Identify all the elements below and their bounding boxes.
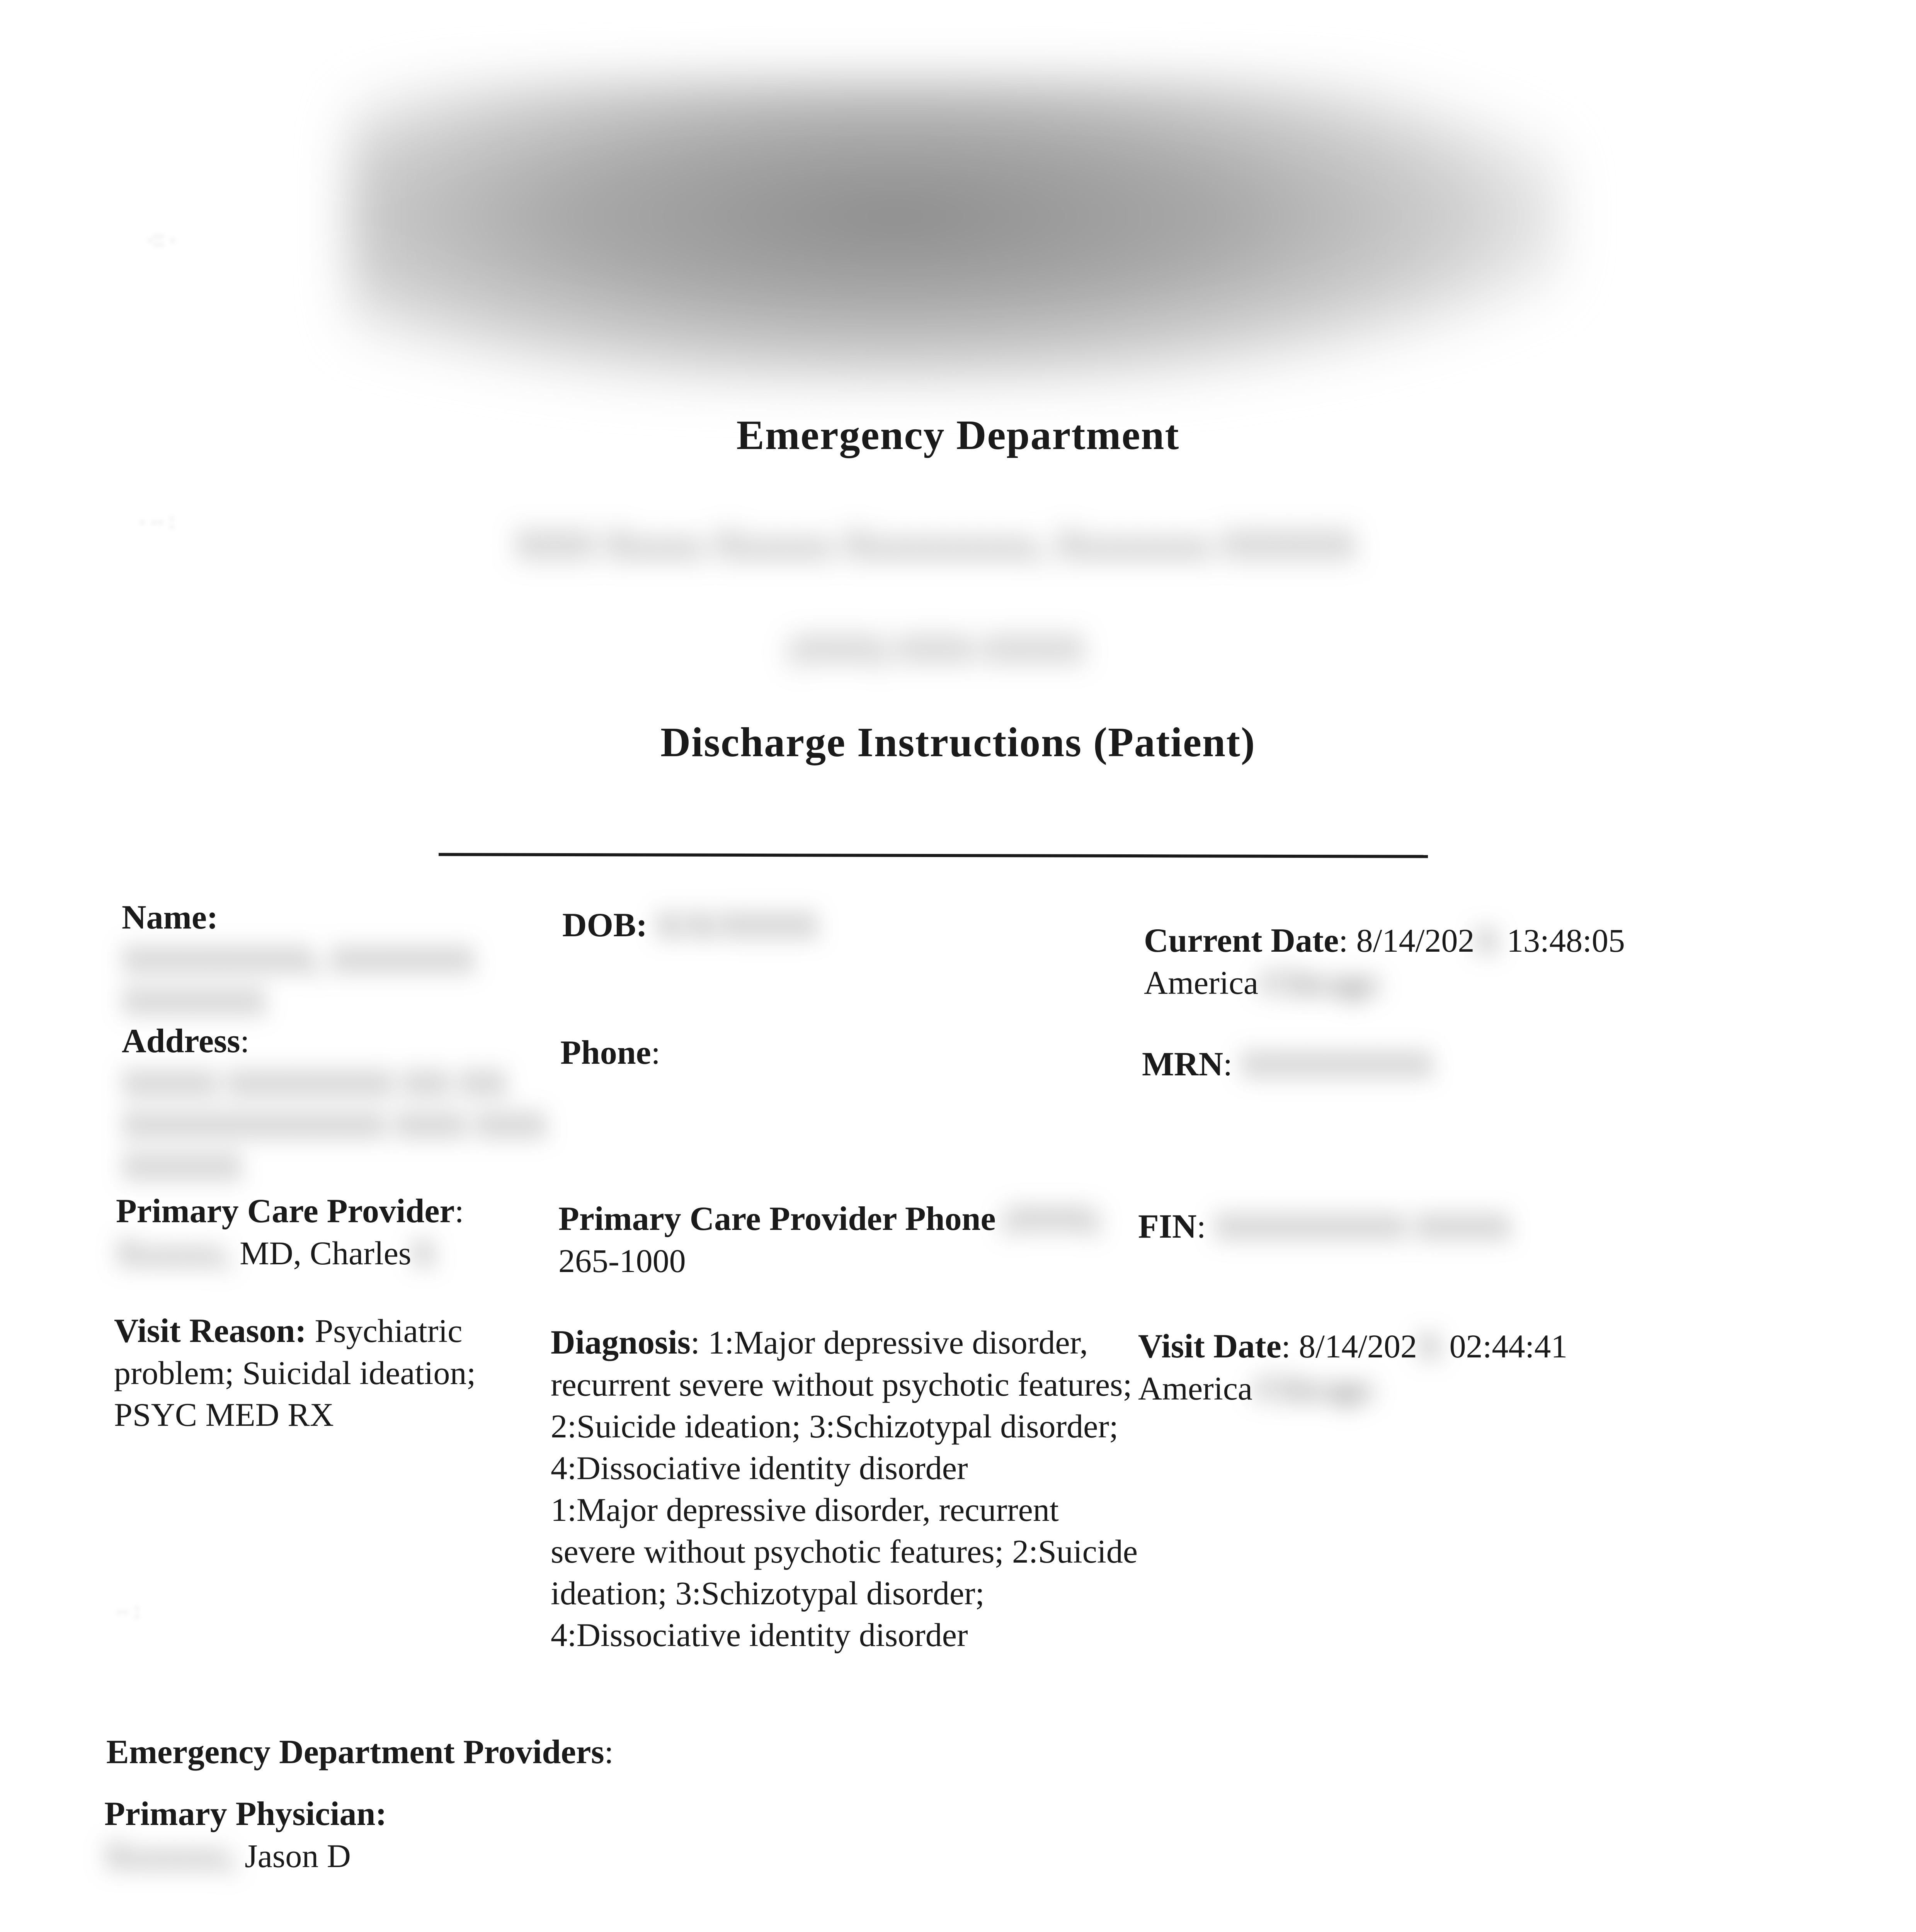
- visit-reason-field: [114, 1310, 508, 1435]
- visit-timezone: America: [1138, 1370, 1253, 1407]
- name-value-redacted: XXXXXXXX, XXXXXX XXXXXX: [122, 941, 475, 1020]
- current-date-time: 13:48:05: [1498, 922, 1625, 959]
- pcp-last-name-redacted: Xxxxxx,: [116, 1235, 231, 1272]
- scan-speck: ·:: ·: [147, 228, 176, 250]
- address-label: Address: [122, 1022, 240, 1060]
- pcp-initial-redacted: X: [411, 1235, 436, 1272]
- current-timezone-redacted: /Chicago: [1258, 964, 1378, 1001]
- scan-speck: · ·· :: [139, 510, 175, 532]
- letterhead-redacted: [348, 77, 1565, 386]
- scan-speck: ·· :: [116, 1600, 140, 1622]
- mrn-colon: :: [1223, 1046, 1233, 1083]
- fin-label: FIN: [1138, 1208, 1197, 1245]
- dob-value-redacted: X/X/XXXX: [655, 906, 818, 944]
- department-phone-redacted: (XXX) XXX-XXXX: [790, 630, 1085, 668]
- physician-name: Jason D: [236, 1837, 351, 1874]
- visit-reason-value: Psychiatric problem; Suicidal ideation; PSYC MED RX: [114, 1312, 476, 1433]
- visit-date-time: 02:44:41: [1441, 1328, 1568, 1365]
- fin-colon: :: [1196, 1208, 1206, 1245]
- patient-name-field: [122, 896, 555, 1022]
- visit-date-label: Visit Date: [1138, 1328, 1281, 1365]
- phone-colon: :: [651, 1034, 660, 1071]
- dob-field: [562, 904, 833, 946]
- visit-date-value: : 8/14/202: [1281, 1328, 1417, 1365]
- visit-reason-label: Visit Reason:: [114, 1312, 306, 1350]
- pcp-phone-label: Primary Care Provider Phone: [558, 1200, 996, 1238]
- pcp-field: [116, 1190, 553, 1274]
- name-label: Name:: [122, 899, 218, 936]
- pcp-label: Primary Care Provider: [116, 1192, 455, 1230]
- diagnosis-value-repeat: 1:Major depressive disorder, recurrent severe without psychotic features; 2:Suicide ideation; 3:Schizotypal disorder; 4:Dissociative identity disorder: [551, 1491, 1138, 1653]
- current-date-year-redacted: X: [1474, 922, 1499, 959]
- visit-timezone-redacted: /Chicago: [1252, 1370, 1373, 1407]
- document-title: Discharge Instructions (Patient): [660, 719, 1256, 765]
- diagnosis-value-primary: 1:Major depressive disorder, recurrent severe without psychotic features; 2:Suicide ideation; 3:Schizotypal disorder; 4:Dissociative identity disorder: [551, 1324, 1132, 1486]
- diagnosis-field: [551, 1321, 1138, 1656]
- physician-last-name-redacted: Xxxxxxx,: [104, 1837, 237, 1874]
- pcp-phone-area-redacted: (XXX): [1004, 1200, 1098, 1237]
- ed-providers-colon: :: [604, 1733, 614, 1770]
- ed-providers-section: [106, 1731, 956, 1773]
- pcp-name: MD, Charles: [231, 1235, 412, 1272]
- current-date-field: [1144, 920, 1801, 1003]
- address-colon: :: [240, 1022, 250, 1060]
- mrn-value-redacted: XXXXXXXX: [1240, 1046, 1433, 1083]
- visit-date-field: [1138, 1325, 1795, 1409]
- primary-physician-field: [104, 1793, 684, 1877]
- pcp-colon: :: [454, 1192, 464, 1230]
- visit-date-year-redacted: X: [1417, 1328, 1441, 1365]
- primary-physician-label: Primary Physician:: [104, 1795, 387, 1833]
- mrn-field: [1142, 1043, 1644, 1085]
- mrn-label: MRN: [1142, 1046, 1223, 1083]
- fin-field: [1138, 1206, 1640, 1248]
- diagnosis-label: Diagnosis: [551, 1324, 691, 1361]
- fin-value-redacted: XXXXXXXX XXXX: [1214, 1208, 1511, 1245]
- address-value-redacted: XXXX XXXXXXX XX XX XXXXXXXXXXX XXX XXX XXXXX: [122, 1065, 546, 1185]
- address-field: [122, 1020, 555, 1187]
- phone-label: Phone: [560, 1034, 651, 1071]
- current-date-value: : 8/14/202: [1339, 922, 1475, 959]
- diagnosis-colon: :: [690, 1324, 700, 1361]
- title-divider: [439, 853, 1428, 858]
- pcp-phone-value: 265-1000: [558, 1242, 686, 1279]
- department-address-redacted: XXX Xxxxx Xxxxxx Xxxxxxxxxx, Xxxxxxxx XXXXX: [515, 524, 1356, 565]
- dob-label: DOB:: [562, 906, 647, 944]
- ed-providers-label: Emergency Department Providers: [106, 1733, 604, 1771]
- pcp-phone-field: [558, 1198, 1138, 1282]
- phone-field: [560, 1032, 870, 1074]
- department-title: Emergency Department: [736, 412, 1180, 458]
- current-date-label: Current Date: [1144, 922, 1339, 959]
- current-timezone: America: [1144, 964, 1259, 1001]
